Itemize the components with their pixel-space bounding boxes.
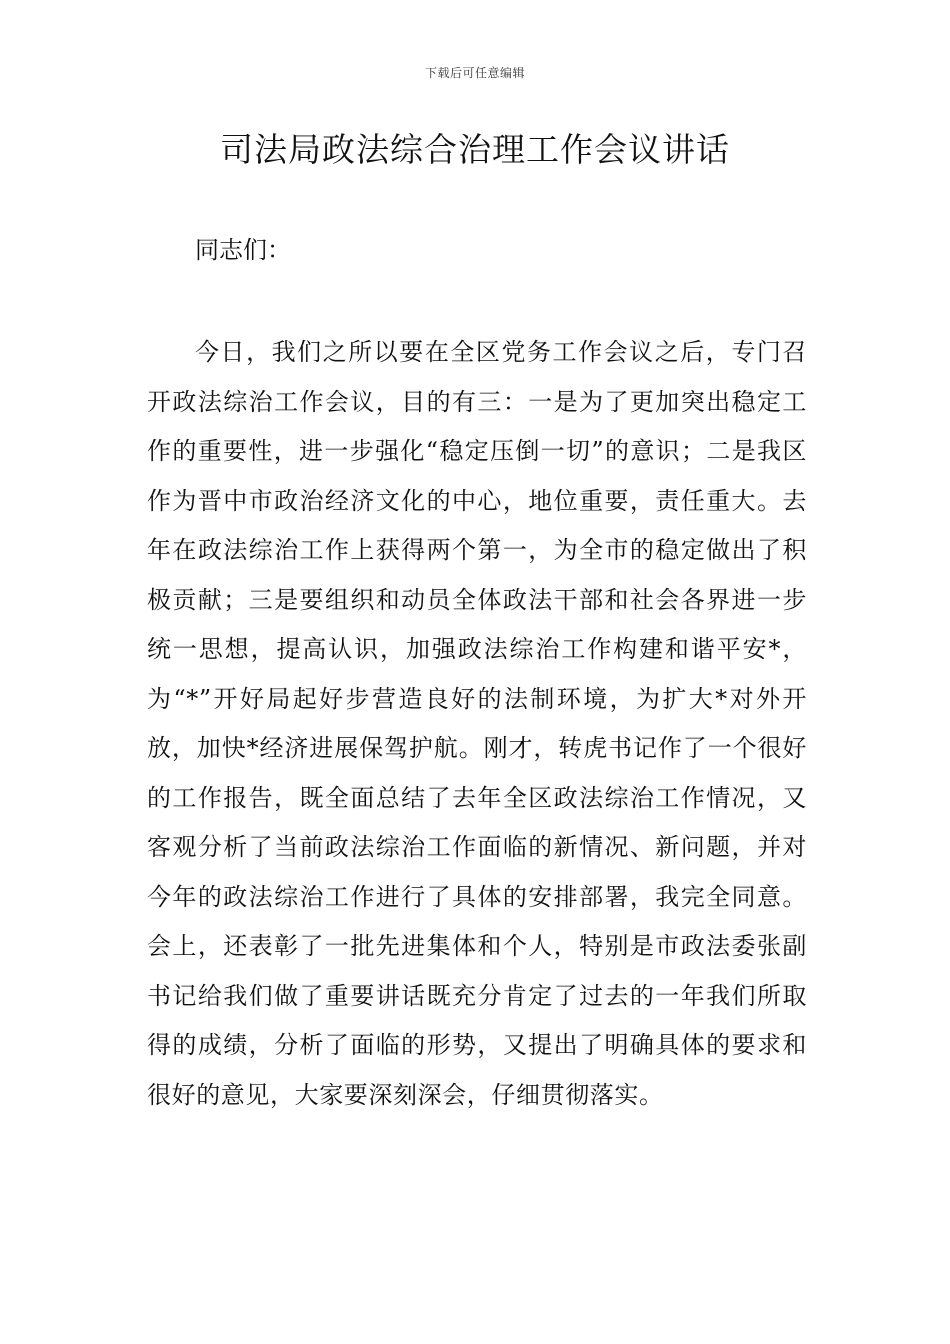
document-title: 司法局政法综合治理工作会议讲话	[220, 130, 730, 169]
salutation: 同志们：	[195, 236, 291, 264]
body-paragraph: 今日，我们之所以要在全区党务工作会议之后，专门召开政法综治工作会议，目的有三：一是为了更加突出稳定工作的重要性，进一步强化“稳定压倒一切”的意识；二是我区作为晋中市政治经济文化的中心，地位重要，责任重大。去年在政法综治工作上获得两个第一，为全市的稳定做出了积极贡献；三是要组织和动员全体政法干部和社会各界进一步统一思想，提高认识，加强政法综治工作构建和谐平安*，为“*”开好局起好步营造良好的法制环境，为扩大*对外开放，加快*经济进展保驾护航。刚才，转虎书记作了一个很好的工作报告，既全面总结了去年全区政法综治工作情况，又客观分析了当前政法综治工作面临的新情况、新问题，并对今年的政法综治工作进行了具体的安排部署，我完全同意。会上，还表彰了一批先进集体和个人，特别是市政法委张副书记给我们做了重要讲话既充分肯定了过去的一年我们所取得的成绩，分析了面临的形势，又提出了明确具体的要求和很好的意见，大家要深刻深会，仔细贯彻落实。	[147, 338, 807, 1109]
header-note: 下载后可任意编辑	[424, 66, 525, 80]
